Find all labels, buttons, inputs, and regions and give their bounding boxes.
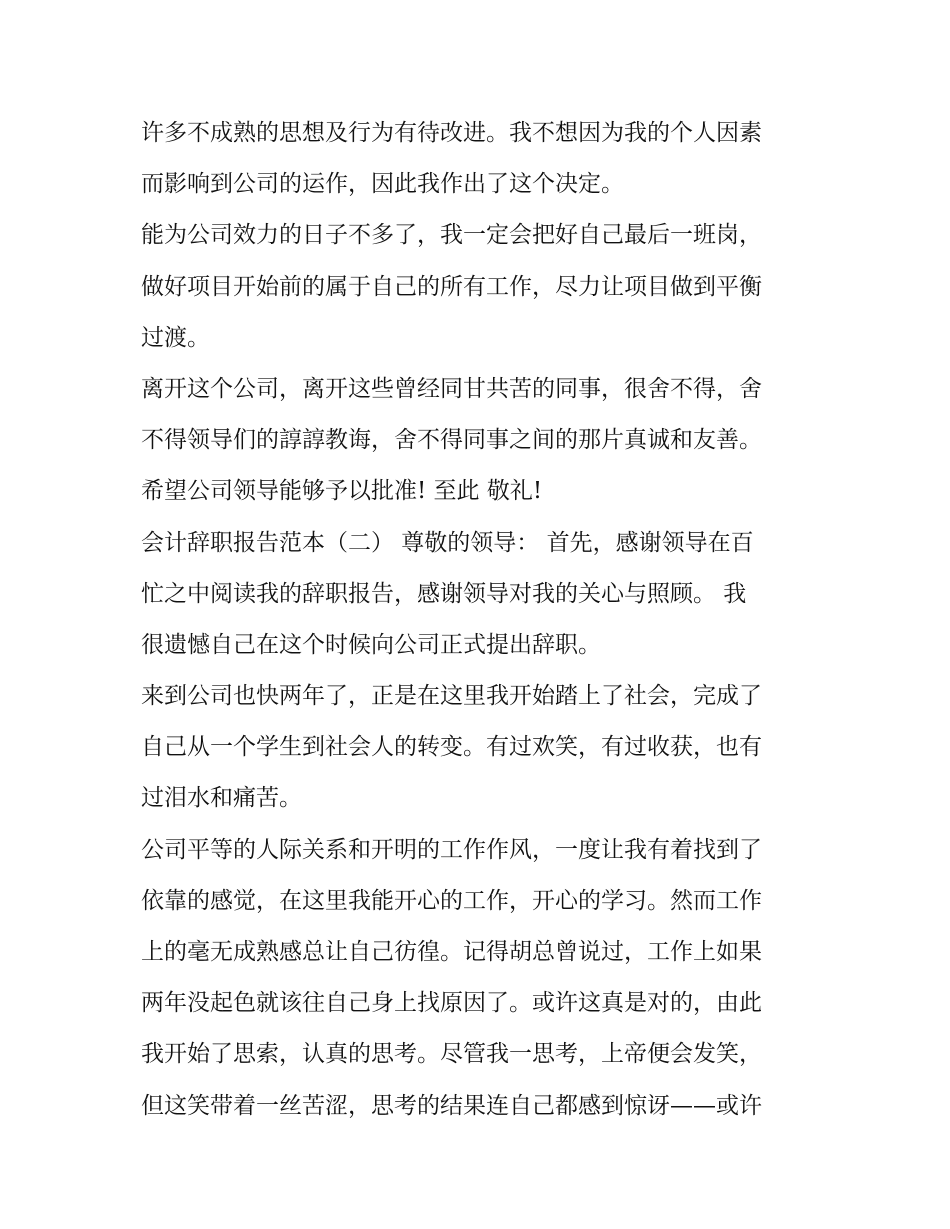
text-line: 过泪水和痛苦。 xyxy=(141,785,302,812)
text-line: 上的毫无成熟感总让自己彷徨。记得胡总曾说过，工作上如果 xyxy=(141,939,762,965)
text-line: 过渡。 xyxy=(141,324,210,351)
text-line: 来到公司也快两年了，正是在这里我开始踏上了社会，完成了 xyxy=(141,683,762,710)
text-line: 自己从一个学生到社会人的转变。有过欢笑，有过收获，也有 xyxy=(141,734,762,761)
text-line: 离开这个公司，离开这些曾经同甘共苦的同事，很舍不得，舍 xyxy=(141,375,762,402)
text-line: 但这笑带着一丝苦涩，思考的结果连自己都感到惊讶——或许 xyxy=(141,1092,762,1119)
text-line: 很遗憾自己在这个时候向公司正式提出辞职。 xyxy=(141,631,601,658)
text-line: 做好项目开始前的属于自己的所有工作，尽力让项目做到平衡 xyxy=(141,273,762,300)
text-line: 两年没起色就该往自己身上找原因了。或许这真是对的，由此 xyxy=(141,990,762,1017)
text-line: 希望公司领导能够予以批准! 至此 敬礼! xyxy=(141,478,543,505)
text-line: 不得领导们的諄諄教诲，舍不得同事之间的那片真诚和友善。 xyxy=(141,427,762,454)
text-line: 忙之中阅读我的辞职报告，感谢领导对我的关心与照顾。 我 xyxy=(141,580,747,607)
text-line: 许多不成熟的思想及行为有待改进。我不想因为我的个人因素 xyxy=(141,120,762,146)
text-line: 会计辞职报告范本（二） 尊敬的领导： 首先，感谢领导在百 xyxy=(141,529,754,556)
text-line: 我开始了思索，认真的思考。尽管我一思考，上帝便会发笑， xyxy=(141,1041,762,1068)
document-body-text xyxy=(141,108,821,1132)
text-line: 依靠的感觉，在这里我能开心的工作，开心的学习。然而工作 xyxy=(141,887,762,914)
text-line: 公司平等的人际关系和开明的工作作风，一度让我有着找到了 xyxy=(141,836,762,863)
text-line: 能为公司效力的日子不多了，我一定会把好自己最后一班岗， xyxy=(141,222,762,249)
text-line: 而影响到公司的运作，因此我作出了这个决定。 xyxy=(141,171,624,198)
